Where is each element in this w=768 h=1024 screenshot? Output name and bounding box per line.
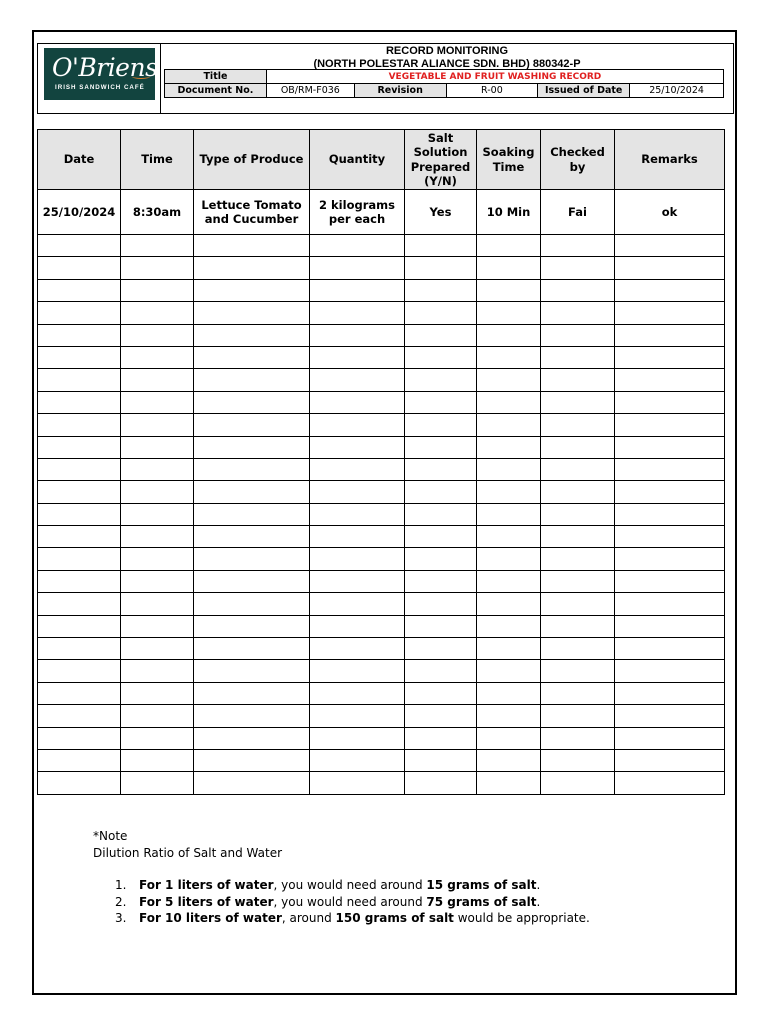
blank-cell xyxy=(121,346,194,368)
blank-cell xyxy=(615,481,725,503)
blank-cell xyxy=(194,570,310,592)
cell-time: 8:30am xyxy=(121,190,194,235)
blank-cell xyxy=(194,302,310,324)
table-row xyxy=(38,346,725,368)
table-row xyxy=(38,481,725,503)
col-header-quantity: Quantity xyxy=(310,130,405,190)
col-header-remarks: Remarks xyxy=(615,130,725,190)
blank-cell xyxy=(194,279,310,301)
blank-cell xyxy=(615,526,725,548)
blank-cell xyxy=(194,391,310,413)
blank-cell xyxy=(477,279,541,301)
blank-cell xyxy=(477,302,541,324)
title-label: Title xyxy=(165,70,267,84)
blank-cell xyxy=(615,235,725,257)
blank-cell xyxy=(477,660,541,682)
blank-cell xyxy=(477,235,541,257)
blank-cell xyxy=(310,235,405,257)
blank-cell xyxy=(541,727,615,749)
cell-date: 25/10/2024 xyxy=(38,190,121,235)
table-row xyxy=(38,503,725,525)
blank-cell xyxy=(121,458,194,480)
blank-cell xyxy=(615,570,725,592)
blank-cell xyxy=(405,346,477,368)
blank-cell xyxy=(38,727,121,749)
blank-cell xyxy=(310,727,405,749)
blank-cell xyxy=(541,570,615,592)
table-row xyxy=(38,570,725,592)
blank-cell xyxy=(541,526,615,548)
blank-cell xyxy=(477,436,541,458)
blank-cell xyxy=(38,391,121,413)
obriens-logo xyxy=(44,48,158,100)
blank-cell xyxy=(121,660,194,682)
blank-cell xyxy=(38,481,121,503)
blank-cell xyxy=(541,638,615,660)
cell-produce: Lettuce Tomato and Cucumber xyxy=(194,190,310,235)
blank-cell xyxy=(615,369,725,391)
blank-cell xyxy=(194,436,310,458)
table-header-row xyxy=(38,130,725,190)
blank-cell xyxy=(121,682,194,704)
blank-cell xyxy=(477,727,541,749)
blank-cell xyxy=(405,615,477,637)
blank-cell xyxy=(477,346,541,368)
blank-cell xyxy=(38,302,121,324)
blank-cell xyxy=(405,526,477,548)
document-no-value: OB/RM-F036 xyxy=(266,84,354,98)
blank-cell xyxy=(477,257,541,279)
blank-cell xyxy=(405,436,477,458)
blank-cell xyxy=(38,279,121,301)
blank-cell xyxy=(194,235,310,257)
blank-cell xyxy=(121,391,194,413)
table-row xyxy=(38,257,725,279)
table-row xyxy=(38,705,725,727)
blank-cell xyxy=(121,436,194,458)
blank-cell xyxy=(121,705,194,727)
blank-cell xyxy=(310,391,405,413)
blank-cell xyxy=(310,257,405,279)
blank-cell xyxy=(615,324,725,346)
blank-cell xyxy=(541,302,615,324)
col-header-checked-by: Checked by xyxy=(541,130,615,190)
blank-cell xyxy=(38,772,121,794)
blank-cell xyxy=(541,369,615,391)
blank-cell xyxy=(194,526,310,548)
blank-cell xyxy=(194,548,310,570)
list-item: 3. For 10 liters of water, around 150 grams of salt would be appropriate. xyxy=(115,911,590,925)
blank-cell xyxy=(541,749,615,771)
blank-cell xyxy=(541,481,615,503)
blank-cell xyxy=(405,772,477,794)
logo-cell xyxy=(38,44,161,113)
cell-soaking-time: 10 Min xyxy=(477,190,541,235)
header-line-1: RECORD MONITORING xyxy=(385,45,509,57)
table-row xyxy=(38,526,725,548)
blank-cell xyxy=(310,615,405,637)
blank-cell xyxy=(121,548,194,570)
blank-cell xyxy=(541,615,615,637)
blank-cell xyxy=(615,436,725,458)
blank-cell xyxy=(615,660,725,682)
blank-cell xyxy=(405,324,477,346)
blank-cell xyxy=(38,257,121,279)
note-heading: *Note xyxy=(93,829,128,843)
table-row xyxy=(38,414,725,436)
blank-cell xyxy=(38,235,121,257)
blank-cell xyxy=(38,682,121,704)
blank-cell xyxy=(477,615,541,637)
blank-cell xyxy=(121,570,194,592)
blank-cell xyxy=(38,570,121,592)
blank-cell xyxy=(121,414,194,436)
col-header-date: Date xyxy=(38,130,121,190)
blank-cell xyxy=(615,682,725,704)
list-item: 2. For 5 liters of water, you would need around 75 grams of salt. xyxy=(115,894,541,909)
blank-cell xyxy=(194,503,310,525)
blank-cell xyxy=(541,660,615,682)
blank-cell xyxy=(121,593,194,615)
col-header-produce: Type of Produce xyxy=(194,130,310,190)
blank-cell xyxy=(194,615,310,637)
blank-cell xyxy=(310,526,405,548)
blank-cell xyxy=(194,749,310,771)
table-row xyxy=(38,660,725,682)
blank-cell xyxy=(615,749,725,771)
blank-cell xyxy=(38,526,121,548)
table-row xyxy=(38,458,725,480)
blank-cell xyxy=(477,705,541,727)
blank-cell xyxy=(121,481,194,503)
blank-cell xyxy=(121,369,194,391)
blank-cell xyxy=(405,705,477,727)
blank-cell xyxy=(405,682,477,704)
blank-cell xyxy=(310,458,405,480)
dilution-list xyxy=(93,877,590,927)
blank-cell xyxy=(194,414,310,436)
blank-cell xyxy=(38,660,121,682)
blank-cell xyxy=(194,346,310,368)
blank-cell xyxy=(310,481,405,503)
table-row xyxy=(38,615,725,637)
blank-cell xyxy=(405,235,477,257)
blank-cell xyxy=(38,346,121,368)
blank-cell xyxy=(121,257,194,279)
meta-table xyxy=(164,69,724,98)
blank-cell xyxy=(541,705,615,727)
blank-cell xyxy=(121,279,194,301)
list-item: 1. For 1 liters of water, you would need around 15 grams of salt. xyxy=(115,878,541,892)
table-row xyxy=(38,190,725,235)
table-row xyxy=(38,279,725,301)
blank-cell xyxy=(310,346,405,368)
blank-cell xyxy=(477,481,541,503)
blank-cell xyxy=(405,570,477,592)
blank-cell xyxy=(38,705,121,727)
blank-cell xyxy=(194,481,310,503)
blank-cell xyxy=(405,638,477,660)
blank-cell xyxy=(541,414,615,436)
blank-cell xyxy=(615,727,725,749)
blank-cell xyxy=(38,593,121,615)
blank-cell xyxy=(121,503,194,525)
blank-cell xyxy=(405,369,477,391)
issued-date-label: Issued of Date xyxy=(538,84,630,98)
blank-cell xyxy=(477,749,541,771)
table-row xyxy=(38,772,725,794)
blank-cell xyxy=(541,257,615,279)
table-row xyxy=(38,548,725,570)
blank-cell xyxy=(121,749,194,771)
blank-cell xyxy=(310,324,405,346)
blank-cell xyxy=(477,593,541,615)
blank-cell xyxy=(405,414,477,436)
blank-cell xyxy=(121,324,194,346)
logo-brand: O'Briens xyxy=(52,53,158,82)
blank-cell xyxy=(477,369,541,391)
blank-cell xyxy=(541,391,615,413)
header-title xyxy=(161,44,733,71)
blank-cell xyxy=(615,302,725,324)
blank-cell xyxy=(194,593,310,615)
blank-cell xyxy=(405,257,477,279)
blank-cell xyxy=(121,235,194,257)
blank-cell xyxy=(541,548,615,570)
blank-cell xyxy=(615,391,725,413)
title-value: VEGETABLE AND FRUIT WASHING RECORD xyxy=(266,70,723,84)
blank-cell xyxy=(615,414,725,436)
blank-cell xyxy=(38,749,121,771)
table-row xyxy=(38,302,725,324)
blank-cell xyxy=(38,458,121,480)
blank-cell xyxy=(615,548,725,570)
blank-cell xyxy=(615,593,725,615)
table-row xyxy=(38,436,725,458)
table-row xyxy=(38,749,725,771)
blank-cell xyxy=(477,570,541,592)
col-header-time: Time xyxy=(121,130,194,190)
logo-tagline: IRISH SANDWICH CAFÉ xyxy=(55,84,145,91)
blank-cell xyxy=(194,772,310,794)
blank-cell xyxy=(615,346,725,368)
blank-cell xyxy=(38,615,121,637)
blank-cell xyxy=(477,638,541,660)
blank-cell xyxy=(310,302,405,324)
blank-cell xyxy=(194,638,310,660)
blank-cell xyxy=(405,481,477,503)
logo-swoosh-icon xyxy=(132,74,150,79)
washing-record-table xyxy=(37,129,725,795)
blank-cell xyxy=(310,660,405,682)
blank-cell xyxy=(310,705,405,727)
blank-cell xyxy=(615,257,725,279)
blank-cell xyxy=(541,279,615,301)
blank-cell xyxy=(541,346,615,368)
blank-cell xyxy=(477,682,541,704)
blank-cell xyxy=(541,458,615,480)
blank-cell xyxy=(310,772,405,794)
blank-cell xyxy=(405,503,477,525)
blank-cell xyxy=(194,682,310,704)
blank-cell xyxy=(310,503,405,525)
blank-cell xyxy=(541,593,615,615)
blank-cell xyxy=(405,302,477,324)
table-row xyxy=(38,369,725,391)
blank-cell xyxy=(405,458,477,480)
col-header-salt-solution: Salt Solution Prepared (Y/N) xyxy=(405,130,477,190)
document-no-label: Document No. xyxy=(165,84,267,98)
blank-cell xyxy=(477,503,541,525)
table-row xyxy=(38,638,725,660)
blank-cell xyxy=(477,324,541,346)
note-subheading: Dilution Ratio of Salt and Water xyxy=(93,846,283,860)
blank-cell xyxy=(194,257,310,279)
blank-cell xyxy=(541,235,615,257)
blank-cell xyxy=(477,772,541,794)
blank-cell xyxy=(477,526,541,548)
document-header xyxy=(37,43,734,114)
issued-date-value: 25/10/2024 xyxy=(630,84,724,98)
blank-cell xyxy=(615,503,725,525)
blank-cell xyxy=(121,727,194,749)
notes-section xyxy=(93,828,590,927)
header-line-2: (NORTH POLESTAR ALIANCE SDN. BHD) 880342-P xyxy=(313,58,581,70)
blank-cell xyxy=(194,324,310,346)
blank-cell xyxy=(615,279,725,301)
table-row xyxy=(38,682,725,704)
cell-salt-solution: Yes xyxy=(405,190,477,235)
blank-cell xyxy=(121,615,194,637)
blank-cell xyxy=(310,369,405,391)
table-row xyxy=(38,235,725,257)
revision-value: R-00 xyxy=(446,84,538,98)
blank-cell xyxy=(38,503,121,525)
blank-cell xyxy=(38,369,121,391)
blank-cell xyxy=(615,705,725,727)
blank-cell xyxy=(121,526,194,548)
blank-cell xyxy=(194,660,310,682)
blank-cell xyxy=(615,772,725,794)
blank-cell xyxy=(194,727,310,749)
blank-cell xyxy=(121,638,194,660)
blank-cell xyxy=(615,458,725,480)
col-header-soaking-time: Soaking Time xyxy=(477,130,541,190)
blank-cell xyxy=(477,414,541,436)
blank-cell xyxy=(541,436,615,458)
blank-cell xyxy=(121,302,194,324)
blank-cell xyxy=(405,279,477,301)
table-row xyxy=(38,324,725,346)
revision-label: Revision xyxy=(354,84,446,98)
blank-cell xyxy=(310,414,405,436)
table-row xyxy=(38,391,725,413)
cell-quantity: 2 kilograms per each xyxy=(310,190,405,235)
blank-cell xyxy=(194,369,310,391)
blank-cell xyxy=(477,548,541,570)
table-row xyxy=(38,593,725,615)
blank-cell xyxy=(405,660,477,682)
blank-cell xyxy=(477,458,541,480)
blank-cell xyxy=(194,705,310,727)
blank-cell xyxy=(310,749,405,771)
blank-cell xyxy=(310,279,405,301)
blank-cell xyxy=(310,548,405,570)
blank-cell xyxy=(38,436,121,458)
table-row xyxy=(38,727,725,749)
blank-cell xyxy=(38,548,121,570)
blank-cell xyxy=(541,503,615,525)
blank-cell xyxy=(194,458,310,480)
blank-cell xyxy=(405,593,477,615)
blank-cell xyxy=(405,391,477,413)
blank-cell xyxy=(310,682,405,704)
blank-cell xyxy=(310,638,405,660)
blank-cell xyxy=(477,391,541,413)
blank-cell xyxy=(541,682,615,704)
blank-cell xyxy=(38,638,121,660)
blank-cell xyxy=(310,436,405,458)
blank-cell xyxy=(541,772,615,794)
blank-cell xyxy=(405,548,477,570)
blank-cell xyxy=(615,615,725,637)
blank-cell xyxy=(541,324,615,346)
cell-remarks: ok xyxy=(615,190,725,235)
blank-cell xyxy=(310,593,405,615)
blank-cell xyxy=(615,638,725,660)
blank-cell xyxy=(38,324,121,346)
blank-cell xyxy=(38,414,121,436)
blank-cell xyxy=(310,570,405,592)
blank-cell xyxy=(405,749,477,771)
blank-cell xyxy=(121,772,194,794)
cell-checked-by: Fai xyxy=(541,190,615,235)
blank-cell xyxy=(405,727,477,749)
